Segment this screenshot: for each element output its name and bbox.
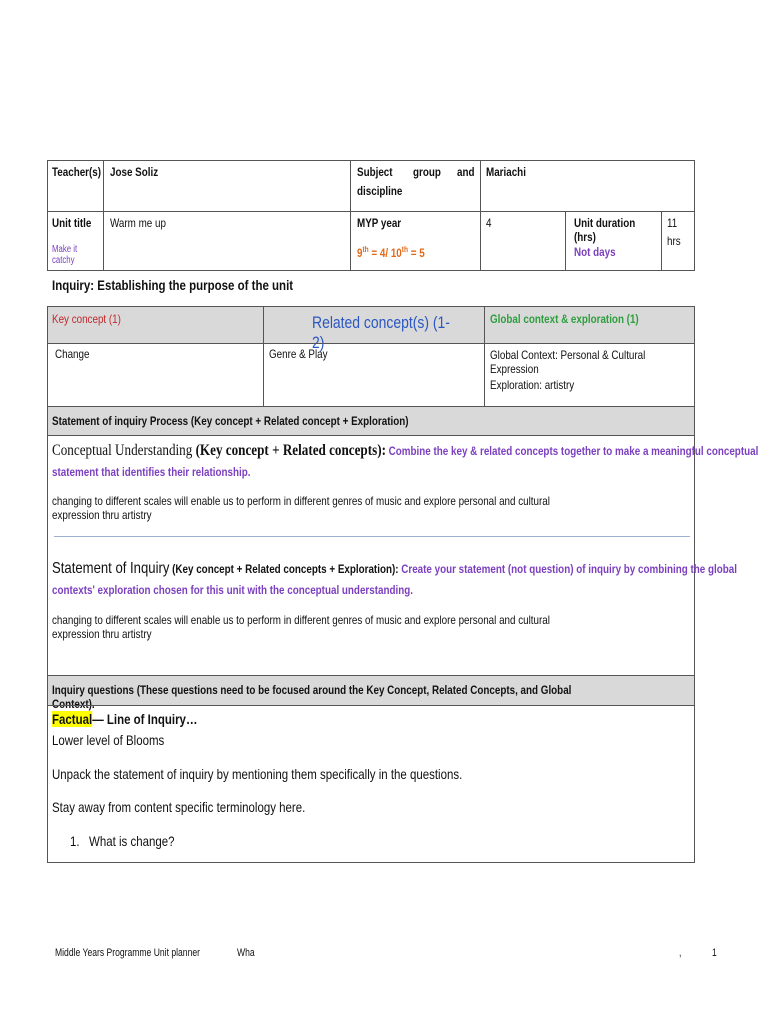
unit-title-label: Unit title xyxy=(52,216,92,230)
key-concept-header xyxy=(47,306,264,344)
myp-year-value: 4 xyxy=(486,216,492,230)
global-context-value: Global Context: Personal & Cultural Expression xyxy=(490,348,646,376)
related-concept-header xyxy=(263,306,485,352)
formula-part-b: = 4/ 10 xyxy=(368,246,402,260)
inquiry-questions-box xyxy=(47,705,695,863)
duration-value-2: hrs xyxy=(667,234,681,248)
unit-title-label-cell xyxy=(47,211,104,271)
unit-title-value-cell xyxy=(103,211,351,271)
teacher-label: Teacher(s) xyxy=(52,165,102,179)
inquiry-questions-label: Inquiry questions (These questions need to be focused around the Key Concept, Related Concepts, and Global Context). xyxy=(52,683,572,711)
global-context-cell xyxy=(484,343,695,407)
formula-part-a: 9 xyxy=(357,246,363,260)
subject-label-2: group xyxy=(413,165,441,179)
teacher-value: Jose Soliz xyxy=(110,165,159,179)
myp-year-formula xyxy=(357,245,425,260)
conceptual-title-bold: (Key concept + Related concepts): xyxy=(192,442,386,459)
duration-value-1: 11 xyxy=(667,216,678,230)
teacher-value-cell xyxy=(103,160,351,212)
inquiry-heading: Inquiry: Establishing the purpose of the unit xyxy=(52,277,294,293)
duration-value-cell xyxy=(661,211,695,271)
question-text: What is change? xyxy=(89,833,175,849)
subject-label-3: and xyxy=(457,165,475,179)
factual-word: Factual xyxy=(52,711,93,727)
footer-comma: , xyxy=(679,947,682,959)
statement-instruction-1: Create your statement (not question) of inquiry by combining the global xyxy=(398,562,737,576)
conceptual-instruction-1: Combine the key & related concepts together to make a meaningful conceptual xyxy=(385,444,759,458)
global-context-header xyxy=(484,306,695,344)
subject-label-4: discipline xyxy=(357,184,403,198)
teacher-label-cell xyxy=(47,160,104,212)
key-concept-value: Change xyxy=(55,347,90,361)
key-concept-label: Key concept (1) xyxy=(52,312,121,326)
section-divider xyxy=(54,536,690,537)
conceptual-title: Conceptual Understanding xyxy=(52,442,193,459)
formula-sup-2: th xyxy=(401,245,408,254)
myp-year-label: MYP year xyxy=(357,216,402,230)
conceptual-statement-box xyxy=(47,435,759,676)
conceptual-instruction-2: statement that identifies their relationship. xyxy=(52,465,251,479)
unpack-line: Unpack the statement of inquiry by mentioning them specifically in the questions. xyxy=(52,766,463,782)
conceptual-text: changing to different scales will enable us to perform in different genres of music and explore personal and cultural expression thru artistry xyxy=(52,494,550,522)
global-context-label: Global context & exploration (1) xyxy=(490,312,639,326)
subject-label-cell xyxy=(350,160,481,212)
related-concept-cell xyxy=(263,343,485,407)
question-number: 1. xyxy=(70,833,80,849)
page-number: 1 xyxy=(712,947,717,959)
conceptual-title-line xyxy=(52,442,770,460)
footer-left: Middle Years Programme Unit planner xyxy=(55,947,200,959)
statement-process-label: Statement of inquiry Process (Key concept + Related concept + Exploration) xyxy=(52,414,409,428)
footer-mid: Wha xyxy=(237,947,255,959)
myp-year-label-cell xyxy=(350,211,481,271)
statement-instruction-2: contexts' exploration chosen for this unit with the conceptual understanding. xyxy=(52,583,413,597)
duration-label: Unit duration (hrs) xyxy=(574,216,636,244)
statement-title: Statement of Inquiry xyxy=(52,560,170,577)
duration-note: Not days xyxy=(574,245,616,259)
statement-text: changing to different scales will enable us to perform in different genres of music and explore personal and cultural expression thru artistry xyxy=(52,613,550,641)
related-concept-label: Related concept(s) (1-2) xyxy=(312,313,450,352)
statement-title-wrap xyxy=(52,560,737,578)
inquiry-questions-header xyxy=(47,675,695,711)
subject-value: Mariachi xyxy=(486,165,526,179)
terminology-line: Stay away from content specific terminology here. xyxy=(52,799,306,815)
subject-label-1: Subject xyxy=(357,165,393,179)
formula-sup-1: th xyxy=(362,245,369,254)
myp-year-value-cell xyxy=(480,211,566,271)
factual-line xyxy=(52,711,197,727)
duration-label-cell xyxy=(565,211,662,271)
exploration-value: Exploration: artistry xyxy=(490,378,575,392)
unit-title-value: Warm me up xyxy=(110,216,166,230)
statement-title-line xyxy=(52,560,770,578)
key-concept-cell xyxy=(47,343,264,407)
related-concept-value: Genre & Play xyxy=(269,347,328,361)
statement-title-bold: (Key concept + Related concepts + Exploration): xyxy=(169,562,399,576)
conceptual-title-wrap xyxy=(52,442,758,460)
blooms-line: Lower level of Blooms xyxy=(52,732,165,748)
statement-process-header xyxy=(47,406,695,436)
subject-value-cell xyxy=(480,160,695,212)
factual-rest: — Line of Inquiry… xyxy=(92,711,198,727)
unit-title-hint: Make it catchy xyxy=(52,244,78,266)
formula-part-c: = 5 xyxy=(407,246,425,260)
